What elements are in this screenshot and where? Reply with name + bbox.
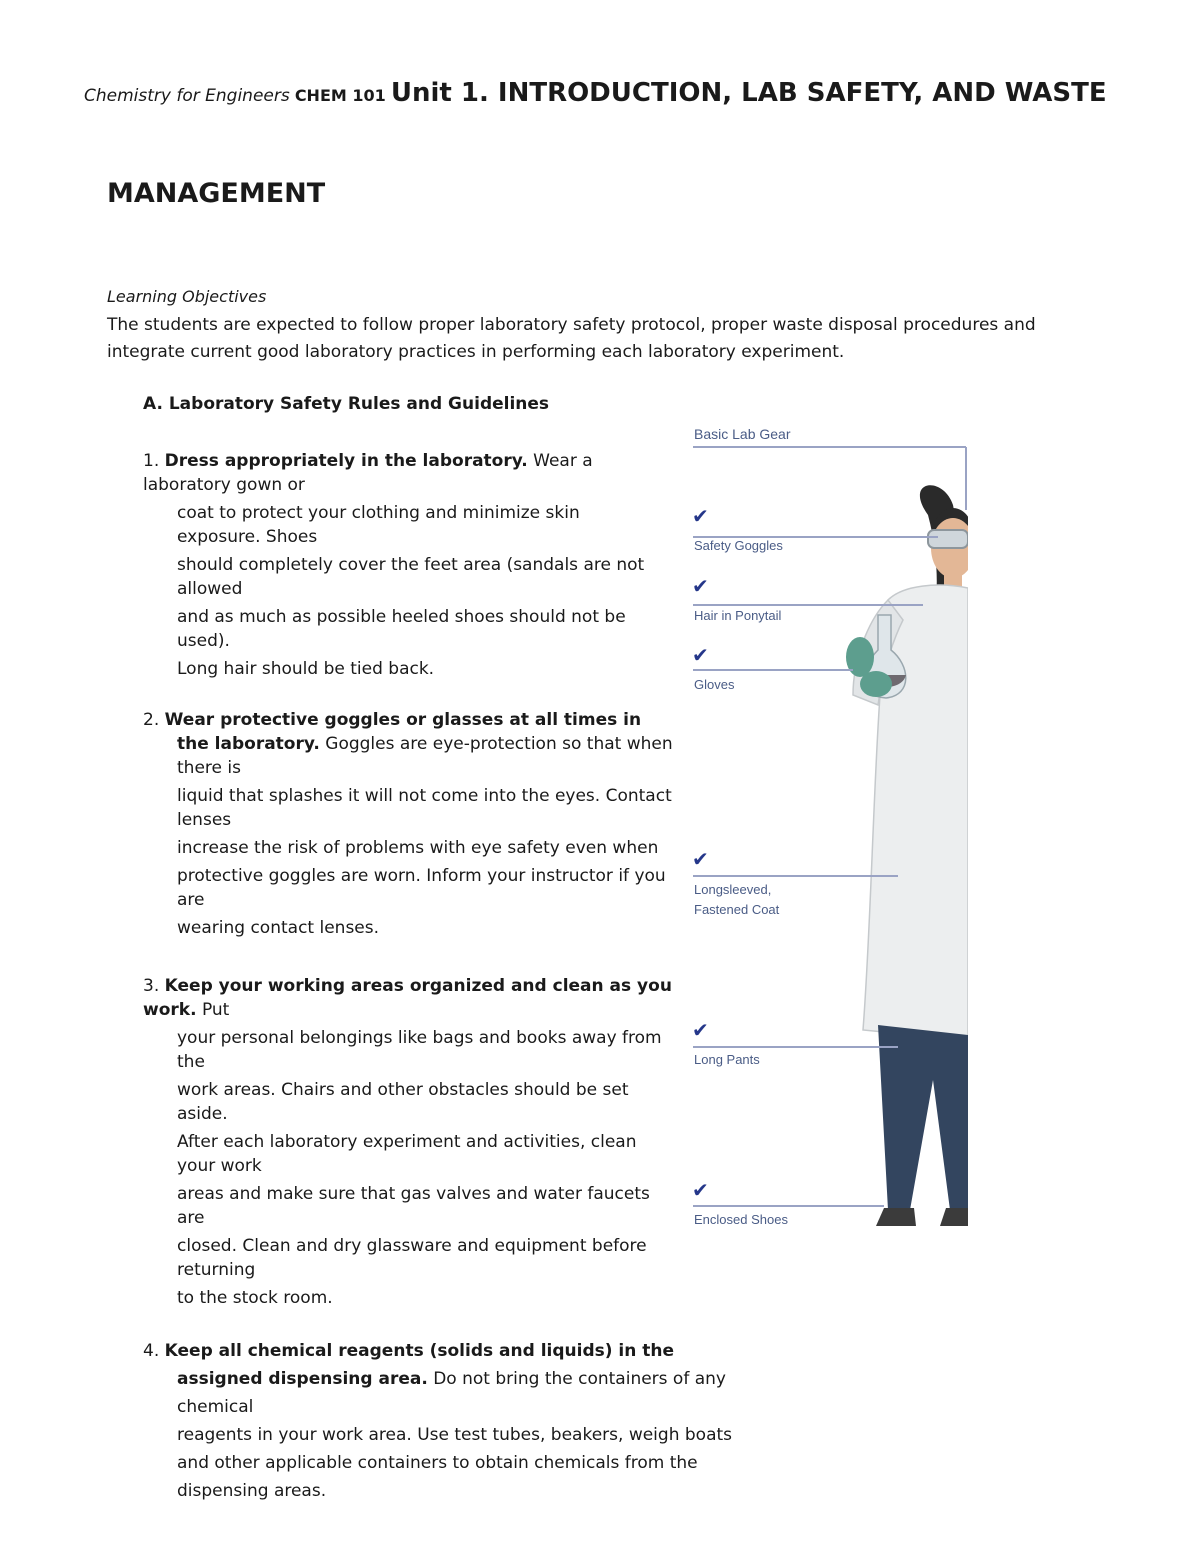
list-item (143, 974, 673, 1310)
item-line: liquid that splashes it will not come into the eyes. Contact lenses (177, 786, 672, 830)
gear-label: Longsleeved, Fastened Coat (694, 882, 780, 917)
item-line: your personal belongings like bags and books away from the (177, 1028, 662, 1072)
item-line: increase the risk of problems with eye safety even when (177, 838, 659, 858)
list-item (143, 449, 658, 681)
unit-title-continued: MANAGEMENT (107, 178, 326, 209)
item-number: 1. (143, 451, 160, 471)
check-icon: ✔ (692, 643, 709, 667)
gear-label: Long Pants (694, 1052, 760, 1067)
item-line: dispensing areas. (177, 1481, 327, 1501)
item-line: After each laboratory experiment and activities, clean your work (177, 1132, 637, 1176)
gear-label: Hair in Ponytail (694, 608, 782, 623)
item-rule: Keep all chemical reagents (solids and liquids) in the assigned dispensing area. (164, 1341, 675, 1389)
item-number: 4. (143, 1341, 160, 1361)
item-line: work areas. Chairs and other obstacles should be set aside. (177, 1080, 629, 1124)
item-line: areas and make sure that gas valves and water faucets are (177, 1184, 650, 1228)
document-header (84, 78, 1107, 108)
item-line: should completely cover the feet area (sandals are not allowed (177, 555, 645, 599)
figure-title: Basic Lab Gear (694, 426, 791, 442)
lab-gear-figure (688, 420, 968, 1240)
item-line: to the stock room. (177, 1288, 333, 1308)
objectives-label: Learning Objectives (107, 287, 267, 306)
item-line: wearing contact lenses. (177, 918, 380, 938)
gear-label: Enclosed Shoes (694, 1212, 788, 1227)
item-rule: Keep your working areas organized and clean as you work. (143, 976, 672, 1020)
check-icon: ✔ (692, 574, 709, 598)
item-line: Long hair should be tied back. (177, 659, 435, 679)
section-a-heading: A. Laboratory Safety Rules and Guidelines (143, 394, 550, 414)
gear-label: Safety Goggles (694, 538, 783, 553)
item-text: Put (201, 1000, 230, 1020)
list-item (143, 708, 673, 940)
unit-title: Unit 1. INTRODUCTION, LAB SAFETY, AND WASTE (390, 78, 1107, 108)
item-line: and as much as possible heeled shoes should not be used). (177, 607, 626, 651)
course-name: Chemistry for Engineers (84, 86, 290, 106)
check-icon: ✔ (692, 847, 709, 871)
item-rule: Wear protective goggles or glasses at all times in the laboratory. (164, 710, 642, 754)
item-line: and other applicable containers to obtain chemicals from the (177, 1453, 698, 1473)
item-line: reagents in your work area. Use test tubes, beakers, weigh boats (177, 1425, 733, 1445)
check-icon: ✔ (692, 1018, 709, 1042)
course-code: CHEM 101 (294, 86, 386, 105)
item-line: protective goggles are worn. Inform your instructor if you are (177, 866, 666, 910)
item-number: 3. (143, 976, 160, 996)
item-text: Do not bring the containers of any chemical (177, 1369, 726, 1417)
item-text: Wear a laboratory gown or (143, 451, 593, 495)
item-line: coat to protect your clothing and minimize skin exposure. Shoes (177, 503, 580, 547)
check-icon: ✔ (692, 1178, 709, 1202)
item-number: 2. (143, 710, 160, 730)
gear-label: Gloves (694, 677, 735, 692)
item-text: Goggles are eye-protection so that when there is (177, 734, 673, 778)
item-line: closed. Clean and dry glassware and equipment before returning (177, 1236, 647, 1280)
list-item (143, 1337, 743, 1505)
item-rule: Dress appropriately in the laboratory. (164, 451, 528, 471)
check-icon: ✔ (692, 504, 709, 528)
objectives-text: The students are expected to follow proper laboratory safety protocol, proper waste disposal procedures and integrate current good laboratory practices in performing each laboratory experiment. (107, 315, 1036, 362)
